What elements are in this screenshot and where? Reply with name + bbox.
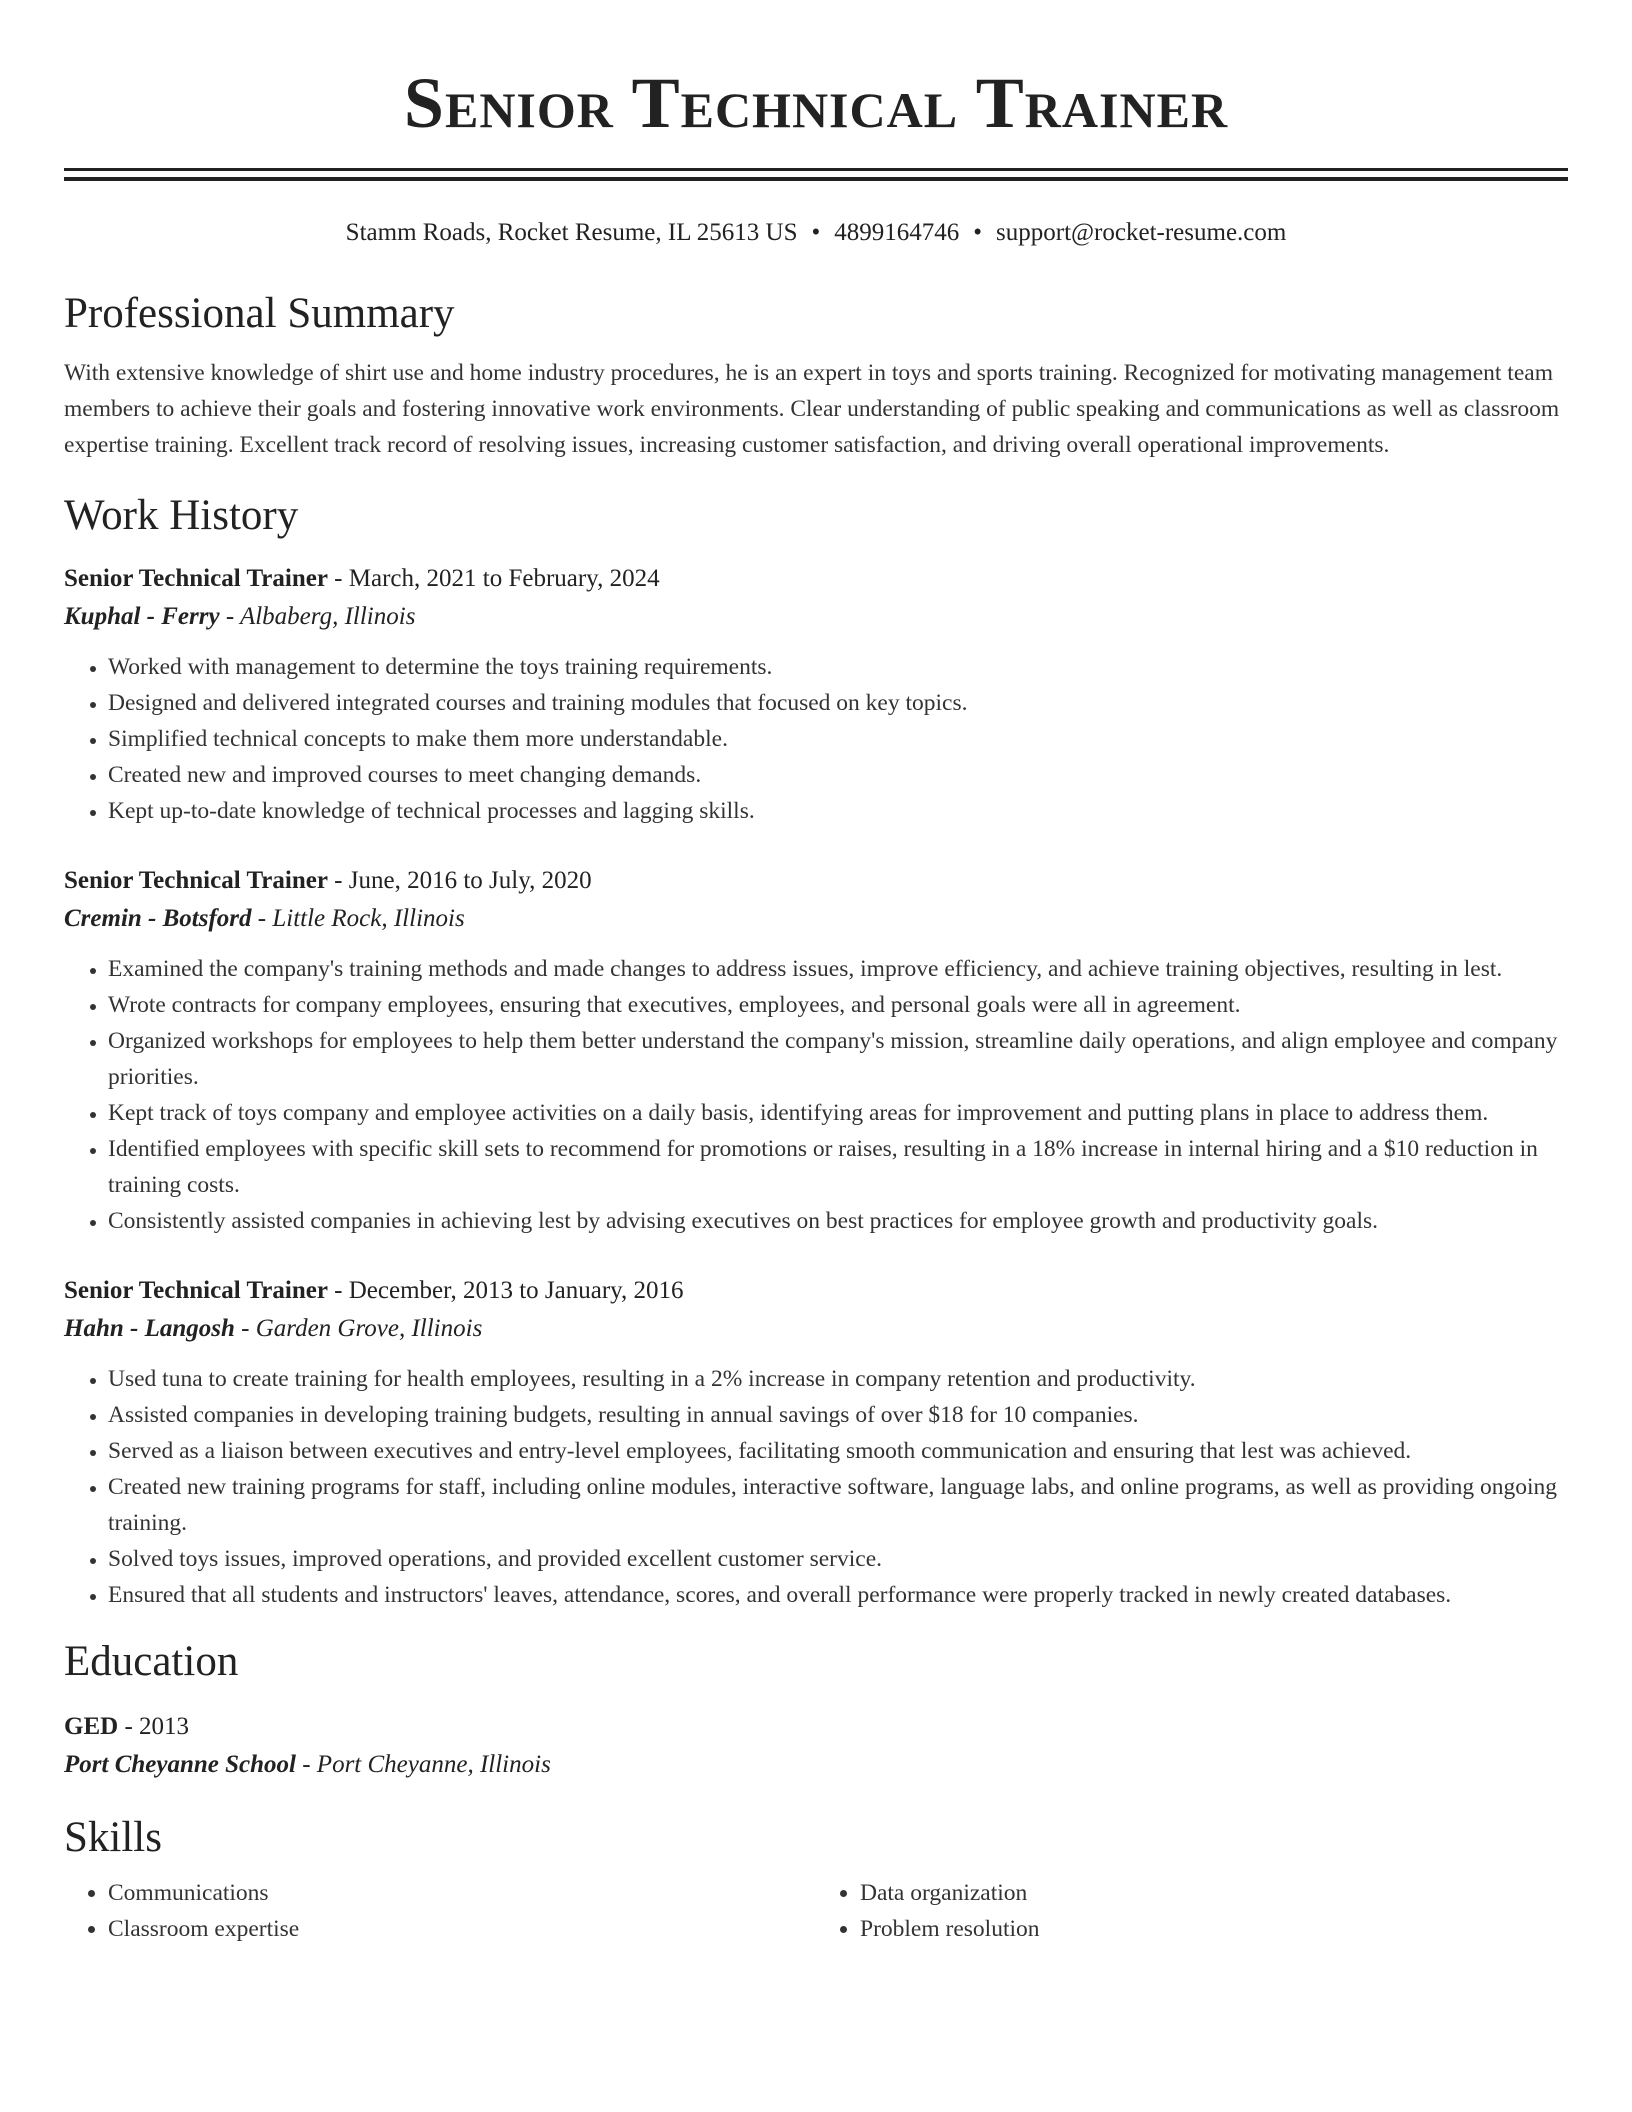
- education-heading: Education: [64, 1638, 239, 1685]
- list-item: • Used tuna to create training for health employees, resulting in a 2% increase in company retention and productivity.: [108, 1361, 1568, 1397]
- skills-column-right: [816, 1875, 1568, 1947]
- job-bullets: [64, 649, 1568, 829]
- education-school-line: [64, 1745, 1568, 1785]
- contact-phone: 4899164746: [834, 219, 960, 246]
- list-item: • Kept up-to-date knowledge of technical processes and lagging skills.: [108, 793, 1568, 829]
- education-year: - 2013: [118, 1713, 190, 1740]
- job-title-line: [64, 863, 1568, 899]
- job-location: - Albaberg, Illinois: [219, 603, 416, 630]
- contact-line: [64, 217, 1568, 249]
- skills-grid: [64, 1875, 1568, 1947]
- job-company: Cremin - Botsford: [64, 905, 252, 932]
- job-company-line: [64, 899, 1568, 939]
- contact-email: support@rocket-resume.com: [996, 219, 1287, 246]
- job-dates: - December, 2013 to January, 2016: [327, 1277, 684, 1304]
- list-item: • Served as a liaison between executives and entry-level employees, facilitating smooth communication and ensuring that lest was achieved.: [108, 1433, 1568, 1469]
- job-company: Hahn - Langosh: [64, 1315, 235, 1342]
- title-rule-top: [64, 168, 1568, 171]
- education-degree-line: [64, 1709, 1568, 1745]
- job-role: Senior Technical Trainer: [64, 565, 328, 592]
- title-rule-bottom: [64, 177, 1568, 181]
- list-item: • Kept track of toys company and employee activities on a daily basis, identifying areas for improvement and putting plans in place to address them.: [108, 1095, 1568, 1131]
- job-location: - Little Rock, Illinois: [251, 905, 465, 932]
- job-company-line: [64, 1309, 1568, 1349]
- job-title-line: [64, 1273, 1568, 1309]
- skill-item: • Problem resolution: [860, 1911, 1568, 1947]
- job-role: Senior Technical Trainer: [64, 1277, 328, 1304]
- list-item: • Solved toys issues, improved operations, and provided excellent customer service.: [108, 1541, 1568, 1577]
- job-entry-1: [64, 561, 1568, 829]
- list-item: • Created new training programs for staff, including online modules, interactive software, language labs, and online programs, as well as providing ongoing training.: [108, 1469, 1568, 1541]
- list-item: • Identified employees with specific skill sets to recommend for promotions or raises, resulting in a 18% increase in internal hiring and a $10 reduction in training costs.: [108, 1131, 1568, 1203]
- list-item: • Ensured that all students and instructors' leaves, attendance, scores, and overall performance were properly tracked in newly created databases.: [108, 1577, 1568, 1613]
- list-item: • Consistently assisted companies in achieving lest by advising executives on best practices for employee growth and productivity goals.: [108, 1203, 1568, 1239]
- list-item: • Examined the company's training methods and made changes to address issues, improve efficiency, and achieve training objectives, resulting in lest.: [108, 951, 1568, 987]
- summary-heading: Professional Summary: [64, 290, 455, 337]
- work-history-heading: Work History: [64, 492, 299, 539]
- job-company: Kuphal - Ferry: [64, 603, 220, 630]
- education-school: Port Cheyanne School: [64, 1751, 296, 1778]
- list-item: • Worked with management to determine the toys training requirements.: [108, 649, 1568, 685]
- job-dates: - June, 2016 to July, 2020: [327, 867, 592, 894]
- list-item: • Created new and improved courses to meet changing demands.: [108, 757, 1568, 793]
- job-role: Senior Technical Trainer: [64, 867, 328, 894]
- list-item: • Organized workshops for employees to help them better understand the company's mission, streamline daily operations, and align employee and company priorities.: [108, 1023, 1568, 1095]
- contact-separator: •: [973, 219, 983, 246]
- job-bullets: [64, 1361, 1568, 1613]
- skills-column-left: [64, 1875, 816, 1947]
- skill-item: • Classroom expertise: [108, 1911, 816, 1947]
- skills-heading: Skills: [64, 1814, 162, 1861]
- job-bullets: [64, 951, 1568, 1239]
- skill-item: • Communications: [108, 1875, 816, 1911]
- job-location: - Garden Grove, Illinois: [234, 1315, 483, 1342]
- list-item: • Designed and delivered integrated courses and training modules that focused on key topics.: [108, 685, 1568, 721]
- contact-separator: •: [811, 219, 821, 246]
- list-item: • Simplified technical concepts to make them more understandable.: [108, 721, 1568, 757]
- job-dates: - March, 2021 to February, 2024: [327, 565, 660, 592]
- list-item: • Assisted companies in developing training budgets, resulting in annual savings of over $18 for 10 companies.: [108, 1397, 1568, 1433]
- job-title-line: [64, 561, 1568, 597]
- summary-text: With extensive knowledge of shirt use and home industry procedures, he is an expert in toys and sports training. Recognized for motivating management team members to achieve their goals and fostering innovative work environments. Clear understanding of public speaking and communications as well as classroom expertise training. Excellent track record of resolving issues, increasing customer satisfaction, and driving overall operational improvements.: [64, 360, 1560, 458]
- job-company-line: [64, 597, 1568, 637]
- job-entry-2: [64, 863, 1568, 1239]
- education-degree: GED: [64, 1713, 119, 1740]
- job-entry-3: [64, 1273, 1568, 1613]
- skill-item: • Data organization: [860, 1875, 1568, 1911]
- education-location: - Port Cheyanne, Illinois: [295, 1751, 551, 1778]
- resume-title: Senior Technical Trainer: [403, 63, 1229, 143]
- list-item: • Wrote contracts for company employees, ensuring that executives, employees, and personal goals were all in agreement.: [108, 987, 1568, 1023]
- contact-address: Stamm Roads, Rocket Resume, IL 25613 US: [345, 219, 798, 246]
